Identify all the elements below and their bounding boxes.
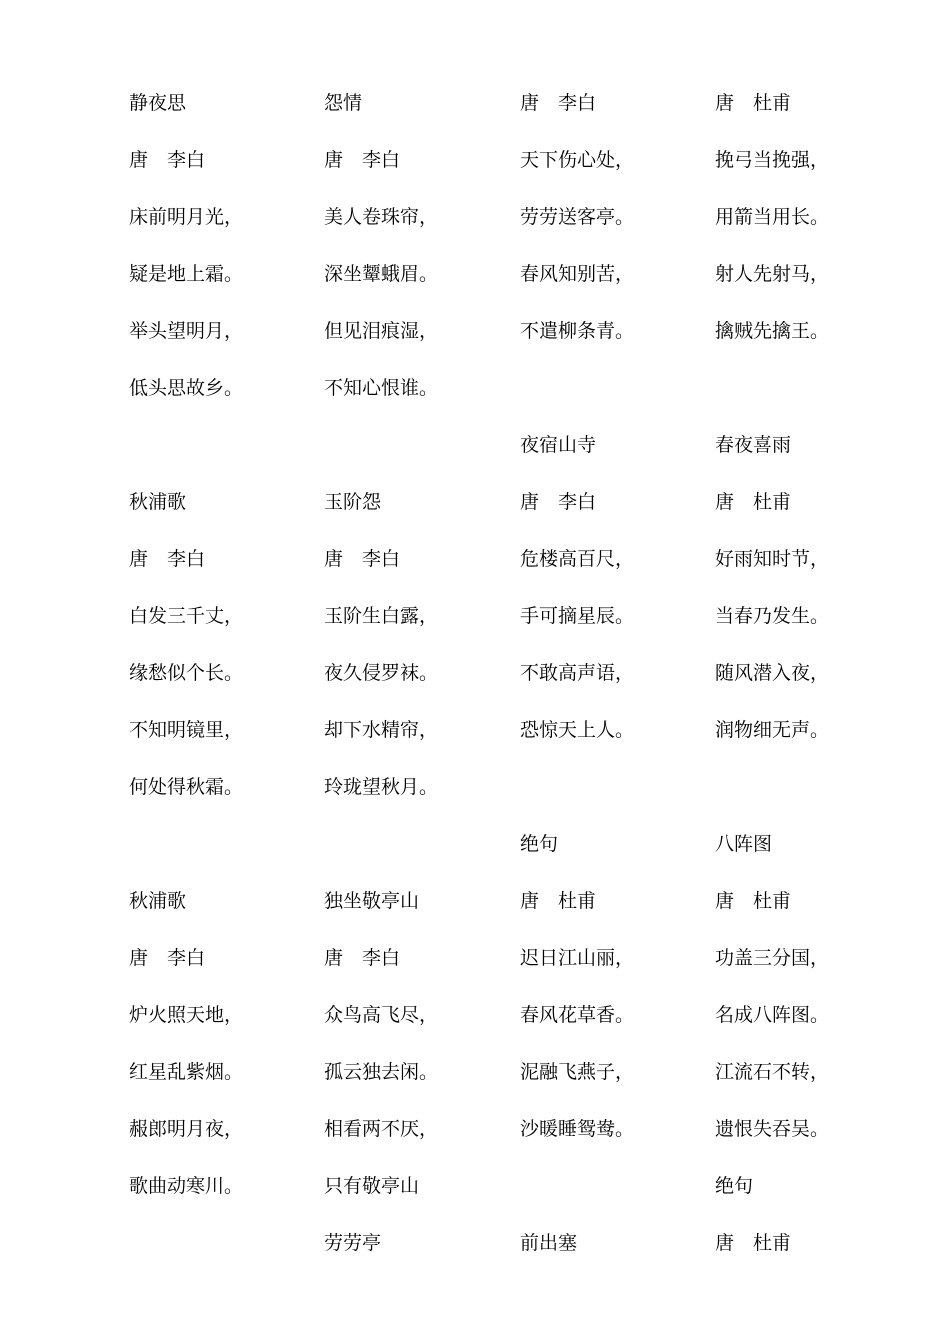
poem-line: 遗恨失吞吴。: [715, 1118, 830, 1140]
poem-line: 春风花草香。: [520, 1004, 635, 1026]
poem-line: 唐 李白: [520, 92, 597, 114]
poem-line: 用箭当用长。: [715, 206, 830, 228]
poem-line: 唐 李白: [324, 947, 401, 969]
poem-line: 唐 杜甫: [715, 491, 792, 513]
poem-line: 怨情: [324, 92, 363, 114]
poem-line: 不知明镜里，: [129, 719, 244, 741]
poem-line: 唐 李白: [324, 149, 401, 171]
poem-line: 唐 杜甫: [520, 890, 597, 912]
poem-column-3: [520, 75, 710, 1272]
poem-line: 独坐敬亭山: [324, 890, 420, 912]
poem-line: 秋浦歌: [129, 890, 187, 912]
poem-line: 八阵图: [715, 833, 773, 855]
poem-line: [715, 360, 905, 417]
poem-line: [324, 417, 514, 474]
poem-line: 不遣柳条青。: [520, 320, 635, 342]
poem-line: 春夜喜雨: [715, 434, 792, 456]
poem-line: 秋浦歌: [129, 491, 187, 513]
poem-line: 春风知别苦，: [520, 263, 635, 285]
poem-line: 红星乱紫烟。: [129, 1061, 244, 1083]
poem-line: 唐 李白: [520, 491, 597, 513]
poem-line: 唐 杜甫: [715, 92, 792, 114]
poem-line: 玉阶生白露，: [324, 605, 439, 627]
poem-line: 危楼高百尺，: [520, 548, 635, 570]
poem-line: 挽弓当挽强，: [715, 149, 830, 171]
poem-line: 不敢高声语，: [520, 662, 635, 684]
poem-line: 润物细无声。: [715, 719, 830, 741]
poem-line: [129, 816, 319, 873]
poem-line: 炉火照天地，: [129, 1004, 244, 1026]
poem-line: 江流石不转，: [715, 1061, 830, 1083]
poem-line: [520, 1158, 710, 1215]
poem-line: 玉阶怨: [324, 491, 382, 513]
poem-line: 手可摘星辰。: [520, 605, 635, 627]
poem-line: [129, 1215, 319, 1272]
poem-line: 夜宿山寺: [520, 434, 597, 456]
poem-line: 名成八阵图。: [715, 1004, 830, 1026]
poem-column-1: [129, 75, 319, 1272]
poem-line: 相看两不厌，: [324, 1118, 439, 1140]
poem-line: 唐 李白: [129, 149, 206, 171]
poem-line: 静夜思: [129, 92, 187, 114]
poem-line: 好雨知时节，: [715, 548, 830, 570]
poem-column-2: [324, 75, 514, 1272]
poem-line: 唐 杜甫: [715, 890, 792, 912]
poem-line: 沙暖睡鸳鸯。: [520, 1118, 635, 1140]
poem-line: 泥融飞燕子，: [520, 1061, 635, 1083]
poem-line: 但见泪痕湿，: [324, 320, 439, 342]
poem-line: 深坐颦蛾眉。: [324, 263, 439, 285]
poem-line: [324, 816, 514, 873]
poem-line: 迟日江山丽，: [520, 947, 635, 969]
poem-line: 绝句: [520, 833, 559, 855]
poem-line: [715, 759, 905, 816]
poem-line: 缘愁似个长。: [129, 662, 244, 684]
poem-line: 擒贼先擒王。: [715, 320, 830, 342]
poem-line: 不知心恨谁。: [324, 377, 439, 399]
poem-line: 玲珑望秋月。: [324, 776, 439, 798]
poem-line: 赧郎明月夜，: [129, 1118, 244, 1140]
poem-line: 孤云独去闲。: [324, 1061, 439, 1083]
poem-line: 唐 李白: [129, 548, 206, 570]
poem-line: 唐 杜甫: [715, 1232, 792, 1254]
poem-line: [520, 360, 710, 417]
poem-line: [129, 417, 319, 474]
poem-line: 只有敬亭山: [324, 1175, 420, 1197]
poem-line: [520, 759, 710, 816]
poem-line: 唐 李白: [324, 548, 401, 570]
poem-line: 低头思故乡。: [129, 377, 244, 399]
poem-line: 疑是地上霜。: [129, 263, 244, 285]
poem-line: 举头望明月，: [129, 320, 244, 342]
poem-line: 白发三千丈，: [129, 605, 244, 627]
poem-line: 唐 李白: [129, 947, 206, 969]
poem-line: 夜久侵罗袜。: [324, 662, 439, 684]
poem-line: 劳劳亭: [324, 1232, 382, 1254]
poem-line: 却下水精帘，: [324, 719, 439, 741]
poem-line: 前出塞: [520, 1232, 578, 1254]
poem-line: 床前明月光，: [129, 206, 244, 228]
poem-line: 当春乃发生。: [715, 605, 830, 627]
poem-line: 功盖三分国，: [715, 947, 830, 969]
poem-line: 劳劳送客亭。: [520, 206, 635, 228]
poem-line: 何处得秋霜。: [129, 776, 244, 798]
poem-line: 射人先射马，: [715, 263, 830, 285]
poem-line: 恐惊天上人。: [520, 719, 635, 741]
poem-line: 绝句: [715, 1175, 754, 1197]
poem-line: 天下伤心处，: [520, 149, 635, 171]
poem-column-4: [715, 75, 905, 1272]
poem-line: 随风潜入夜，: [715, 662, 830, 684]
poem-line: 美人卷珠帘，: [324, 206, 439, 228]
poem-line: 众鸟高飞尽，: [324, 1004, 439, 1026]
poem-line: 歌曲动寒川。: [129, 1175, 244, 1197]
